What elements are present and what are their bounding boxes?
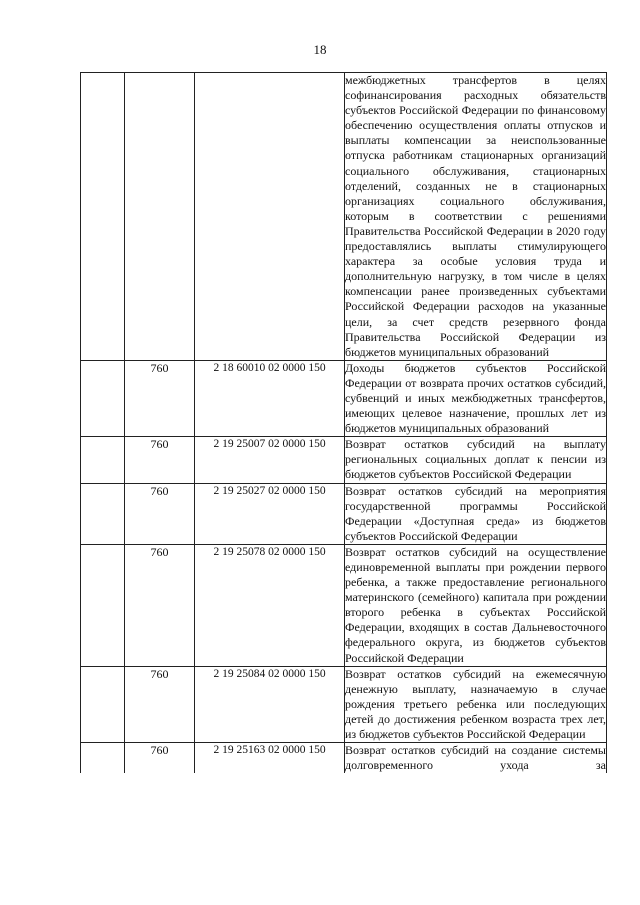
empty-cell (81, 666, 125, 742)
table-row (81, 437, 607, 483)
description-cell: Доходы бюджетов субъектов Российской Федерации от возврата прочих остатков субсидий, субвенций и иных межбюджетных трансфертов, имеющих целевое назначение, прошлых лет из бюджетов муниципальных образований (345, 360, 606, 436)
table-row (81, 360, 607, 436)
admin-code-cell: 760 (125, 666, 195, 742)
description-cell: Возврат остатков субсидий на создание системы долговременного ухода за (345, 743, 606, 773)
description-cell: Возврат остатков субсидий на выплату региональных социальных доплат к пенсии из бюджетов субъектов Российской Федерации (345, 437, 606, 482)
admin-code-cell: 760 (125, 544, 195, 666)
description-cell: Возврат остатков субсидий на осуществление единовременной выплаты при рождении первого ребенка, а также предоставление регионального материнского (семейного) капитала при рождении второго ребенка в субъектах Российской Федерации, входящих в состав Дальневосточного федерального округа, из бюджетов субъектов Российской Федерации (345, 544, 606, 665)
admin-code-cell: 760 (125, 743, 195, 774)
page-number: 18 (313, 42, 327, 57)
income-code-cell (195, 73, 345, 361)
description-cell: Возврат остатков субсидий на мероприятия государственной программы Российской Федерации «Доступная среда» из бюджетов субъектов Российской Федерации (345, 483, 606, 543)
admin-code-cell: 760 (125, 437, 195, 483)
empty-cell (81, 743, 125, 774)
income-code-cell: 2 19 25078 02 0000 150 (195, 544, 345, 666)
table-row (81, 743, 607, 774)
admin-code-cell (125, 73, 195, 361)
income-code-cell: 2 19 25007 02 0000 150 (195, 437, 345, 483)
table-row (81, 483, 607, 544)
empty-cell (81, 73, 125, 361)
empty-cell (81, 544, 125, 666)
income-code-cell: 2 18 60010 02 0000 150 (195, 360, 345, 436)
empty-cell (81, 437, 125, 483)
table-row (81, 666, 607, 742)
table-row (81, 544, 607, 666)
description-cell: Возврат остатков субсидий на ежемесячную денежную выплату, назначаемую в случае рождения третьего ребенка или последующих детей до достижения ребенком возраста трех лет, из бюджетов субъектов Российской Федерации (345, 666, 606, 742)
empty-cell (81, 360, 125, 436)
admin-code-cell: 760 (125, 360, 195, 436)
empty-cell (81, 483, 125, 544)
income-code-cell: 2 19 25084 02 0000 150 (195, 666, 345, 742)
income-code-cell: 2 19 25027 02 0000 150 (195, 483, 345, 544)
income-code-cell: 2 19 25163 02 0000 150 (195, 743, 345, 774)
description-cell: межбюджетных трансфертов в целях софинансирования расходных обязательств субъектов Российской Федерации по финансовому обеспечению осуществления оплаты отпусков и выплаты компенсации за неиспользованные отпуска работникам стационарных организаций социального обслуживания, стационарных отделений, созданных не в стационарных организациях социального обслуживания, которым в соответствии с решениями Правительства Российской Федерации в 2020 году предоставлялись выплаты стимулирующего характера за особые условия труда и дополнительную нагрузку, в том числе в целях компенсации ранее произведенных субъектами Российской Федерации расходов на указанные цели, за счет средств резервного фонда Правительства Российской Федерации из бюджетов муниципальных образований (345, 73, 606, 359)
table-row (81, 73, 607, 361)
admin-code-cell: 760 (125, 483, 195, 544)
income-codes-table (80, 72, 607, 773)
